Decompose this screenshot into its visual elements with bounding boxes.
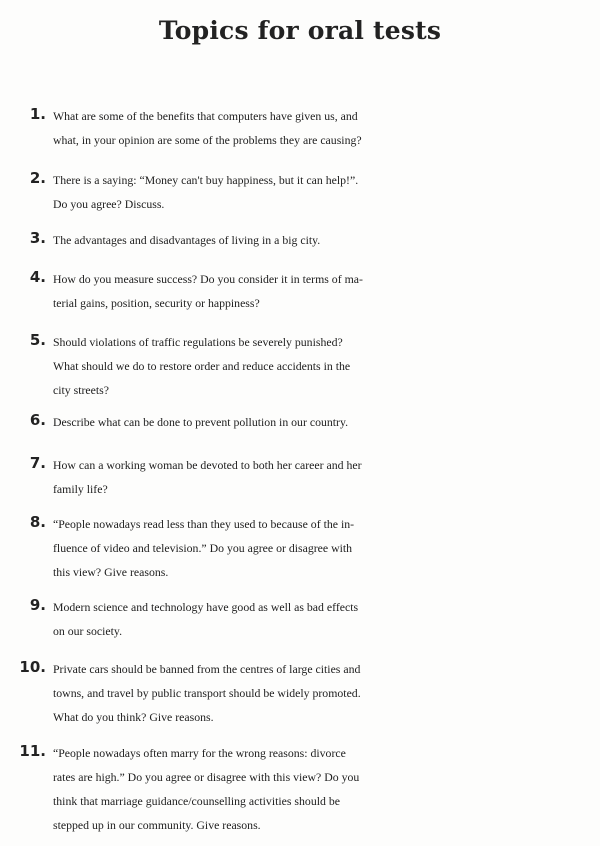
- topic-text-line: on our society.: [53, 624, 123, 638]
- topic-number: 2.: [29, 169, 46, 187]
- topic-text-line: Modern science and technology have good as well as bad effects: [53, 600, 359, 614]
- topic-text-line: terial gains, position, security or happiness?: [53, 296, 260, 310]
- topic-text-line: family life?: [53, 482, 108, 496]
- topic-text-line: city streets?: [53, 383, 110, 397]
- topic-text-line: rates are high.” Do you agree or disagree with this view? Do you: [53, 770, 360, 784]
- topic-number: 5.: [29, 331, 46, 349]
- topic-text-line: “People nowadays read less than they used to because of the in-: [53, 517, 355, 531]
- topic-text-line: What do you think? Give reasons.: [53, 710, 214, 724]
- topic-text-line: The advantages and disadvantages of living in a big city.: [53, 233, 321, 247]
- topic-text-line: Do you agree? Discuss.: [53, 197, 165, 211]
- topic-number: 6.: [29, 411, 46, 429]
- topic-text-line: How do you measure success? Do you consider it in terms of ma-: [53, 272, 363, 286]
- topic-text-line: What are some of the benefits that computers have given us, and: [53, 109, 358, 123]
- topic-item: [0, 104, 600, 152]
- topic-number: 9.: [29, 596, 46, 614]
- topic-text-line: How can a working woman be devoted to both her career and her: [53, 458, 362, 472]
- topic-text-line: Should violations of traffic regulations be severely punished?: [53, 335, 343, 349]
- topic-item: [0, 453, 600, 501]
- topic-text-line: what, in your opinion are some of the problems they are causing?: [53, 133, 362, 147]
- topic-item: [0, 267, 600, 315]
- topic-text-line: towns, and travel by public transport should be widely promoted.: [53, 686, 361, 700]
- topic-item: [0, 228, 600, 252]
- topic-item: [0, 657, 600, 729]
- topic-number: 1.: [29, 105, 46, 123]
- topic-text-line: “People nowadays often marry for the wrong reasons: divorce: [53, 746, 346, 760]
- topic-text-line: fluence of video and television.” Do you agree or disagree with: [53, 541, 353, 555]
- topic-text-line: There is a saying: “Money can't buy happiness, but it can help!”.: [53, 173, 359, 187]
- topic-item: [0, 410, 600, 434]
- topic-number: 4.: [29, 268, 46, 286]
- topic-number: 10.: [19, 658, 46, 676]
- topic-item: [0, 168, 600, 216]
- topic-item: [0, 330, 600, 402]
- topic-text-line: this view? Give reasons.: [53, 565, 169, 579]
- topic-text-line: What should we do to restore order and reduce accidents in the: [53, 359, 351, 373]
- topic-text-line: stepped up in our community. Give reasons.: [53, 818, 261, 832]
- topic-number: 3.: [29, 229, 46, 247]
- topic-text-line: Describe what can be done to prevent pollution in our country.: [53, 415, 349, 429]
- topic-number: 11.: [19, 742, 46, 760]
- topic-item: [0, 741, 600, 837]
- topic-text-line: Private cars should be banned from the centres of large cities and: [53, 662, 361, 676]
- topic-text-line: think that marriage guidance/counselling activities should be: [53, 794, 340, 808]
- topic-item: [0, 512, 600, 584]
- topic-item: [0, 595, 600, 643]
- page-title: Topics for oral tests: [158, 16, 442, 45]
- topic-number: 8.: [29, 513, 46, 531]
- topic-number: 7.: [29, 454, 46, 472]
